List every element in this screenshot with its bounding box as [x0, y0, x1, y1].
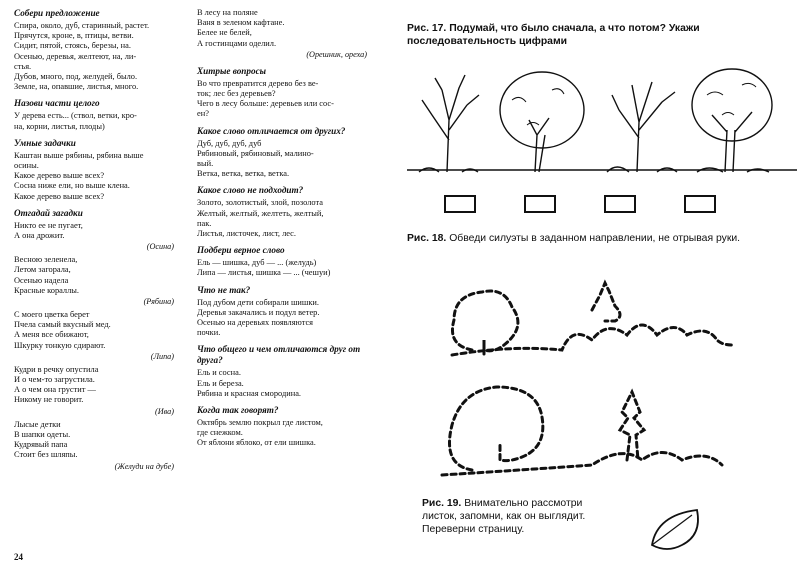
answer-box-3[interactable]	[604, 195, 636, 213]
text-line: Осенью на деревьях появляются	[197, 318, 314, 328]
text-line: Спира, около, дуб, старинный, растет.	[14, 21, 150, 30]
answer-box-2[interactable]	[524, 195, 556, 213]
text-line: Земле, на, опавшие, листья, много.	[14, 82, 139, 92]
text-line: Ель и береза.	[197, 378, 244, 388]
section	[14, 138, 184, 202]
dashed-tracing-silhouettes	[432, 270, 772, 480]
tree-3-bare-leaves-falling	[607, 82, 677, 172]
section	[14, 98, 184, 131]
left-column-1	[14, 8, 184, 478]
text-line: Деревья закачались и подул ветер.	[197, 307, 320, 317]
text-line: Во что превратится дерево без ве-	[197, 78, 319, 88]
tree-sequence-illustration	[407, 60, 797, 190]
left-column-2	[197, 8, 377, 455]
text-line: Каштан выше рябины, рябина выше	[14, 150, 144, 160]
answer-box-4[interactable]	[684, 195, 716, 213]
riddle-line: А о чем она грустит —	[14, 385, 96, 395]
right-page	[402, 0, 800, 566]
trace-fir-bottom	[620, 392, 644, 460]
text-line: пак.	[197, 218, 212, 228]
text-line: Какое дерево выше всех?	[14, 191, 105, 201]
text-line: В лесу на поляне	[197, 8, 258, 17]
riddle	[14, 221, 184, 252]
text-line: ток; лес без деревьев?	[197, 89, 276, 99]
riddle	[14, 365, 184, 417]
task-18-caption: Рис. 18. Обведи силуэты в заданном направлении, не отрывая руки.	[407, 233, 741, 244]
text-line: Прячутся, кроне, в, птицы, ветви.	[14, 31, 134, 41]
riddle-line: Шкурку тонкую сдирают.	[14, 340, 106, 350]
trace-ground-bottom	[442, 453, 722, 476]
text-line: Осенью, деревья, желтеют, на, ли-	[14, 51, 137, 61]
riddle-line: А она дрожит.	[14, 231, 65, 241]
riddle-line: Лысые детки	[14, 419, 61, 429]
tree-2-leafy	[500, 72, 584, 172]
riddle-line: В шапки одеты.	[14, 429, 71, 439]
riddle-answer: (Орешник, ореха)	[306, 49, 367, 59]
text-line: стья.	[14, 61, 32, 71]
riddle-line: Пчела самый вкусный мед.	[14, 320, 111, 330]
task-17-caption: Рис. 17. Подумай, что было сначала, а что потом? Укажи последовательность цифрами	[407, 23, 700, 47]
riddle-answer: (Липа)	[150, 351, 174, 361]
text-line: на, корни, листья, плоды)	[14, 121, 105, 131]
riddle-line: Стоит без шляпы.	[14, 450, 78, 460]
section	[197, 405, 377, 449]
section-title: Что общего и чем отличаются друг от друга?	[197, 344, 361, 366]
answer-box-1[interactable]	[444, 195, 476, 213]
section	[14, 8, 184, 92]
text-line: Листья, листочек, лист, лес.	[197, 229, 296, 239]
section-title: Подбери верное слово	[197, 245, 285, 256]
riddle-answer: (Ива)	[155, 406, 174, 416]
text-line: где снежком.	[197, 428, 243, 438]
section-title: Что не так?	[197, 284, 251, 295]
text-line: Ваня в зеленом кафтане.	[197, 18, 285, 28]
section-title: Собери предложение	[14, 8, 100, 18]
text-line: осины.	[14, 161, 39, 171]
text-line: Ель — шишка, дуб — ... (желудь)	[197, 258, 317, 268]
task-18-label: Рис. 18.	[407, 233, 447, 244]
section-title: Какое слово отличается от других?	[197, 125, 346, 136]
text-line: Ветка, ветка, ветка, ветка.	[197, 169, 290, 179]
text-line: Дубов, много, под, желудей, было.	[14, 72, 138, 82]
text-line: Сосна ниже ели, но выше клена.	[14, 181, 130, 191]
task-17-label: Рис. 17.	[407, 23, 447, 34]
riddle-line: Никто ее не пугает,	[14, 220, 83, 230]
riddle	[14, 255, 184, 307]
section	[197, 285, 377, 339]
text-line: вый.	[197, 159, 214, 169]
text-line: Ель и сосна.	[197, 368, 241, 378]
tree-4-autumn	[692, 69, 772, 172]
task-19-label: Рис. 19.	[422, 498, 462, 509]
riddle	[14, 420, 184, 472]
text-line: Под дубом дети собирали шишки.	[197, 297, 319, 307]
text-line: Какое дерево выше всех?	[14, 171, 105, 181]
section-title: Когда так говорят?	[197, 405, 279, 416]
text-line: Рябина и красная смородина.	[197, 388, 302, 398]
text-line: Октябрь землю покрыл где листом,	[197, 418, 323, 428]
text-line: У дерева есть... (ствол, ветки, кро-	[14, 111, 137, 121]
section	[197, 126, 377, 180]
text-line: Липа — листья, шишка — ... (чешуи)	[197, 268, 331, 278]
text-line: Рябиновый, рябиновый, малино-	[197, 148, 314, 158]
task-19-caption: Рис. 19. Внимательно рассмотри листок, запомни, как он выглядит. Переверни страницу.	[422, 498, 586, 535]
answer-box-row	[444, 195, 744, 213]
tree-1-bare	[419, 75, 479, 172]
text-line: Золото, золотистый, злой, позолота	[197, 198, 323, 208]
section	[197, 185, 377, 239]
section	[14, 208, 184, 472]
riddle-line: С моего цветка берет	[14, 310, 90, 320]
page-number: 24	[14, 552, 23, 562]
riddle-line: И о чем-то загрустила.	[14, 375, 95, 385]
section-title: Хитрые вопросы	[197, 65, 267, 76]
text-line: Желтый, желтый, желтеть, желтый,	[197, 208, 324, 218]
section-title: Отгадай загадки	[14, 207, 83, 218]
text-line: Чего в лесу больше: деревьев или сос-	[197, 99, 334, 109]
riddle-line: А меня все обижают,	[14, 330, 89, 340]
section	[197, 344, 377, 399]
section-title: Назови части целого	[14, 98, 100, 109]
text-line: А гостинцами оделил.	[197, 38, 277, 48]
section-title: Какое слово не подходит?	[197, 185, 304, 196]
section	[197, 8, 377, 60]
riddle-line: Весною зеленела,	[14, 255, 78, 265]
section	[197, 245, 377, 278]
text-line: От яблони яблоко, от ели шишка.	[197, 438, 316, 448]
section	[197, 66, 377, 120]
trace-bushes-top	[452, 325, 732, 355]
riddle-answer: (Рябина)	[143, 297, 174, 307]
trace-tree-round-2	[450, 387, 543, 470]
riddle-answer: (Осина)	[146, 242, 174, 252]
riddle-line: Красные кораллы.	[14, 285, 80, 295]
riddle-line: Кудри в речку опустила	[14, 364, 99, 374]
trace-tree-round-1	[452, 291, 517, 355]
riddle-line: Кудрявый папа	[14, 440, 68, 450]
text-line: почки.	[197, 328, 221, 338]
text-line: Белее не белей,	[197, 28, 252, 38]
riddle	[14, 310, 184, 362]
riddle-line: Осенью надела	[14, 275, 69, 285]
trace-fir-top	[592, 283, 620, 321]
text-line: Дуб, дуб, дуб, дуб	[197, 138, 262, 148]
text-line: ен?	[197, 109, 209, 119]
text-line: Сидит, пятой, стоясь, березы, на.	[14, 41, 131, 51]
section-title: Умные задачки	[14, 137, 76, 148]
leaf-icon	[647, 505, 707, 555]
riddle-line: Никому не говорит.	[14, 395, 84, 405]
riddle-answer: (Желуди на дубе)	[114, 461, 174, 471]
riddle-line: Летом загорала,	[14, 265, 71, 275]
